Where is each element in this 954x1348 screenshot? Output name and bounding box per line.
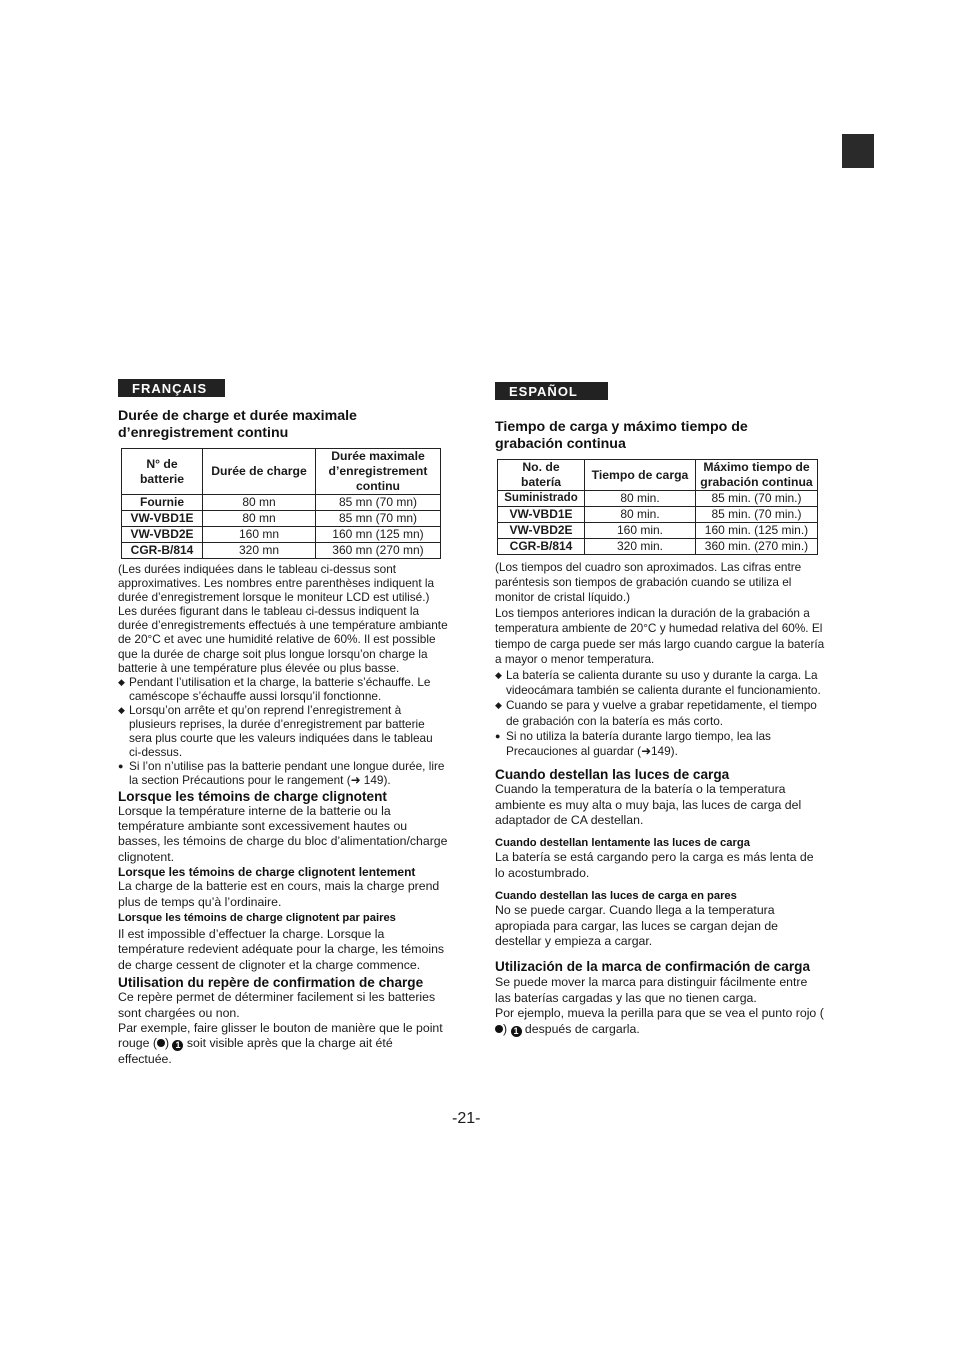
table-row (122, 495, 441, 511)
table-cell: VW-VBD1E (498, 507, 585, 523)
subheading-pair-blink: Lorsque les témoins de charge clignotent par paires (118, 911, 396, 924)
bullet-list (118, 675, 448, 788)
table-cell: 85 mn (70 mn) (316, 495, 441, 511)
list-item (118, 675, 448, 703)
diamond-bullet-icon: ◆ (118, 704, 125, 715)
conditions-note: Les durées figurant dans le tableau ci-dessus indiquent la durée d’enregistrements effectués à une température ambiante de 20°C et avec une humidité relative de 60%. Il est possible que la durée de charge soit plus longue lorsqu’on charge la batterie à une température plus élevée ou plus basse. (118, 604, 448, 675)
table-row (122, 543, 441, 559)
table-cell: 85 min. (70 min.) (696, 491, 818, 507)
paragraph-blink: Lorsque la température interne de la batterie ou la température ambiante sont excessivement hautes ou basses, les témoins de charge du bloc d’alimentation/charge clignotent. (118, 803, 448, 864)
table-cell: 80 min. (585, 491, 696, 507)
red-dot-icon (495, 1025, 503, 1033)
red-dot-icon (157, 1039, 165, 1047)
diamond-bullet-icon: ◆ (495, 700, 502, 711)
language-badge-spanish: ESPAÑOL (495, 382, 608, 400)
conditions-note: Los tiempos anteriores indican la duración de la grabación a temperatura ambiente de 20°C y humedad relativa del 60%. El tiempo de carga puede ser más largo cuando cargue la batería a mayor o menor temperatura. (495, 605, 825, 667)
table-cell: 160 min. (125 min.) (696, 523, 818, 539)
example-text: soit visible après que la charge ait été effectuée. (118, 1036, 393, 1066)
subheading-pair-blink: Cuando destellan las luces de carga en pares (495, 890, 737, 903)
list-item-text: Lorsqu’on arrête et qu’on reprend l’enregistrement à plusieurs reprises, la durée d’enregistrement par batterie sera plus courte que les valeurs indiquées dans le tableau ci-dessus. (129, 702, 433, 760)
paragraph-confirmation-mark: Se puede mover la marca para distinguir fácilmente entre las baterías cargadas y las que no tienen carga. (495, 975, 808, 1005)
section-title-spanish: Tiempo de carga y máximo tiempo de grabación continua (495, 419, 748, 452)
bullet-list (495, 668, 825, 759)
page-tab-marker (842, 134, 874, 168)
example-text: Por ejemplo, mueva la perilla para que se vea el punto rojo ( (495, 1006, 824, 1021)
dot-bullet-icon: ● (118, 761, 124, 772)
section-title-french: Durée de charge et durée maximale d’enregistrement continu (118, 408, 357, 441)
list-item (495, 729, 825, 759)
paragraph-slow-blink: La charge de la batterie est en cours, mais la charge prend plus de temps qu’à l’ordinaire. (118, 879, 440, 909)
table-row (122, 527, 441, 543)
diamond-bullet-icon: ◆ (118, 676, 125, 687)
paragraph-pair-blink: Il est impossible d’effectuer la charge. Lorsque la température redevient adéquate pour la charge, les témoins de charge cessent de clignoter et la charge commence. (118, 926, 445, 972)
table-header: No. de batería (498, 460, 585, 491)
paragraph-example (495, 1006, 825, 1037)
table-note: (Les durées indiquées dans le tableau ci-dessus sont approximatives. Les nombres entre parenthèses indiquent la durée d’enregistrement lorsque le moniteur LCD est utilisé.) (118, 562, 435, 605)
page-number: -21- (452, 1110, 481, 1127)
language-badge-french: FRANÇAIS (118, 379, 225, 397)
paragraph-example (118, 1021, 448, 1067)
table-header: Máximo tiempo de grabación continua (696, 460, 818, 491)
list-item-text: La batería se calienta durante su uso y durante la carga. La videocámara también se calienta durante el funcionamiento. (506, 667, 821, 698)
table-row (498, 507, 818, 523)
table-cell: 85 mn (70 mn) (316, 511, 441, 527)
spanish-column (495, 382, 825, 1037)
circled-number-icon: 1 (172, 1040, 183, 1051)
table-header-row (122, 449, 441, 495)
dot-bullet-icon: ● (495, 730, 501, 741)
subheading-blink: Lorsque les témoins de charge clignotent (118, 788, 387, 804)
list-item-text: Cuando se para y vuelve a grabar repetidamente, el tiempo de grabación con la batería es más corto. (506, 698, 817, 728)
list-item-text: Pendant l’utilisation et la charge, la batterie s’échauffe. Le caméscope s’échauffe aussi lorsqu’il fonctionne. (129, 674, 431, 703)
table-cell: Fournie (122, 495, 203, 511)
paragraph-pair-blink: No se puede cargar. Cuando llega a la temperatura apropiada para cargar, las luces se cargan dejan de destellar y empieza a cargar. (495, 903, 779, 949)
table-cell: 320 mn (203, 543, 316, 559)
list-item (118, 703, 448, 759)
paragraph-blink: Cuando la temperatura de la batería o la temperatura ambiente es muy alta o muy baja, las luces de carga del adaptador de CA destellan. (495, 782, 802, 828)
table-row (122, 511, 441, 527)
circled-number-icon: 1 (511, 1026, 522, 1037)
paragraph-confirmation-mark: Ce repère permet de déterminer facilement si les batteries sont chargées ou non. (118, 990, 436, 1020)
table-cell: 160 mn (203, 527, 316, 543)
example-text: después de cargarla. (521, 1021, 640, 1036)
table-header: N° de batterie (122, 449, 203, 495)
table-cell: 160 mn (125 mn) (316, 527, 441, 543)
list-item (118, 759, 448, 787)
table-cell: 80 min. (585, 507, 696, 523)
list-item (495, 698, 825, 728)
table-cell: 360 min. (270 min.) (696, 539, 818, 555)
table-cell: CGR-B/814 (122, 543, 203, 559)
subheading-confirmation-mark: Utilización de la marca de confirmación de carga (495, 959, 811, 975)
table-cell: CGR-B/814 (498, 539, 585, 555)
list-item-text: Si l’on n’utilise pas la batterie pendant une longue durée, lire la section Précautions pour le rangement (➜ 149). (129, 759, 445, 788)
example-text: ) (503, 1021, 511, 1036)
example-text: ) (164, 1036, 173, 1051)
list-item (495, 668, 825, 698)
example-text: Par exemple, faire glisser le bouton de manière que le point rouge ( (118, 1020, 443, 1051)
table-cell: 80 mn (203, 495, 316, 511)
table-header: Durée de charge (203, 449, 316, 495)
table-cell: 85 min. (70 min.) (696, 507, 818, 523)
table-note: (Los tiempos del cuadro son aproximados. Las cifras entre paréntesis son tiempos de grabación cuando se utiliza el monitor de cristal líquido.) (495, 560, 802, 605)
table-header-row (498, 460, 818, 491)
table-header: Durée maximale d’enregistrement continu (316, 449, 441, 495)
table-cell: VW-VBD1E (122, 511, 203, 527)
charge-table-spanish (497, 459, 818, 555)
diamond-bullet-icon: ◆ (495, 669, 502, 680)
table-cell: VW-VBD2E (122, 527, 203, 543)
subheading-confirmation-mark: Utilisation du repère de confirmation de charge (118, 975, 424, 991)
subheading-blink: Cuando destellan las luces de carga (495, 767, 730, 783)
subheading-slow-blink: Lorsque les témoins de charge clignotent lentement (118, 865, 416, 880)
list-item-text: Si no utiliza la batería durante largo tiempo, lea las Precauciones al guardar (➜149). (506, 728, 771, 758)
table-cell: 80 mn (203, 511, 316, 527)
table-row (498, 523, 818, 539)
subheading-slow-blink: Cuando destellan lentamente las luces de carga (495, 837, 750, 850)
table-cell: 360 mn (270 mn) (316, 543, 441, 559)
table-header: Tiempo de carga (585, 460, 696, 491)
charge-table-french (121, 448, 441, 559)
table-cell: Suministrado (498, 491, 585, 507)
table-row (498, 491, 818, 507)
table-cell: 320 min. (585, 539, 696, 555)
table-cell: 160 min. (585, 523, 696, 539)
paragraph-slow-blink: La batería se está cargando pero la carga es más lenta de lo acostumbrado. (495, 850, 814, 880)
table-row (498, 539, 818, 555)
french-column (118, 379, 448, 1067)
table-cell: VW-VBD2E (498, 523, 585, 539)
